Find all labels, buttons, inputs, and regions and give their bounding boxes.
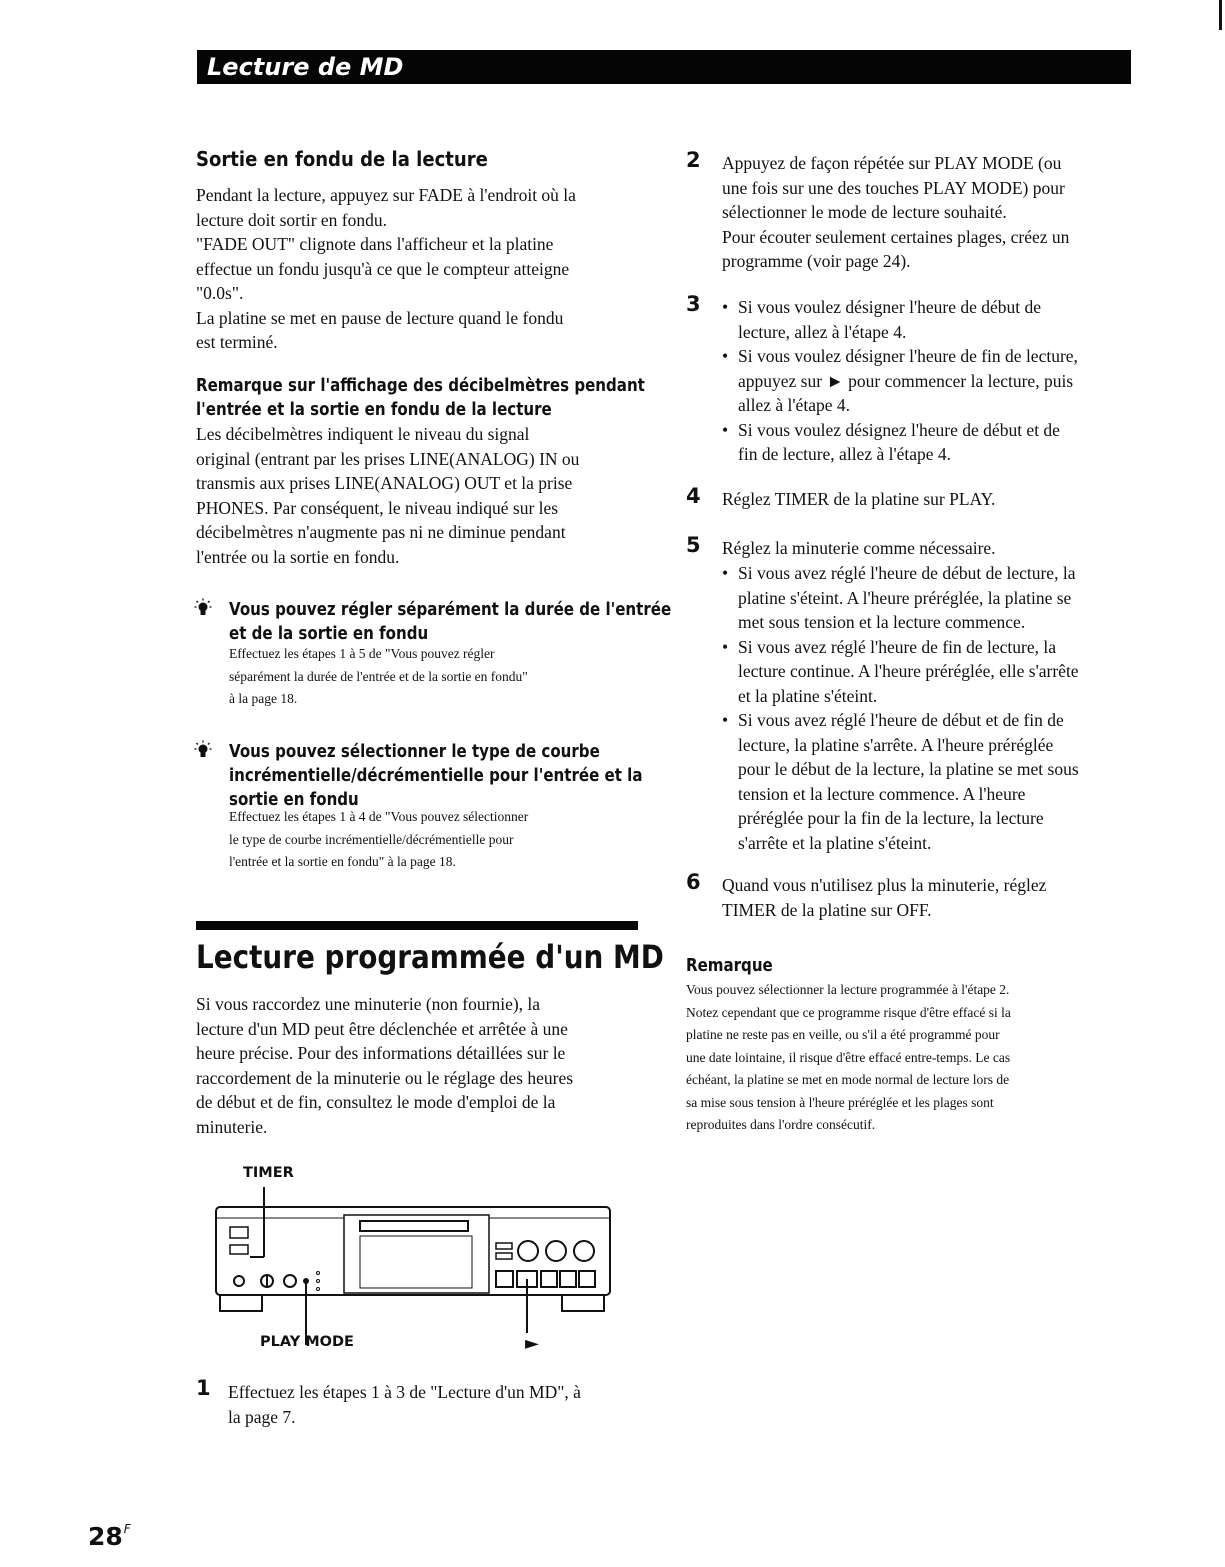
step5-list: [722, 561, 1134, 855]
text-line: "0.0s".: [196, 283, 244, 303]
tip1-heading: [229, 598, 671, 646]
step6-text: [722, 873, 1132, 922]
text-line: une date lointaine, il risque d'être effacé entre-temps. Le cas: [686, 1049, 1011, 1065]
step-number: 3: [686, 292, 701, 316]
text-line: appuyez sur ► pour commencer la lecture, puis: [738, 370, 1074, 391]
text-line: reproduites dans l'ordre consécutif.: [686, 1117, 876, 1132]
text-line: pour le début de la lecture, la platine se met sous: [738, 759, 1079, 779]
text-line: est terminé.: [196, 332, 278, 352]
step-number: 6: [686, 870, 701, 894]
text-line: s'arrête et la platine s'éteint.: [738, 832, 932, 853]
text-line: et la platine s'éteint.: [738, 685, 878, 706]
lightbulb-tip-icon: [194, 598, 212, 620]
step-number: 5: [686, 533, 701, 557]
text-line: Pendant la lecture, appuyez sur FADE à l'endroit où la: [196, 185, 576, 205]
text-line: échéant, la platine se met en mode normal de lecture lors de: [686, 1072, 1010, 1087]
heading-line: et de la sortie en fondu: [229, 624, 429, 644]
text-line: • Si vous avez réglé l'heure de fin de lecture, la: [738, 636, 1057, 657]
heading-line: l'entrée et la sortie en fondu de la lecture: [196, 400, 552, 420]
text-line: Quand vous n'utilisez plus la minuterie, réglez: [722, 875, 1047, 895]
section-title: Lecture de MD: [207, 53, 404, 81]
text-line: lecture d'un MD peut être déclenchée et arrêtée à une: [196, 1018, 568, 1039]
note-body: [686, 979, 1136, 1137]
text-line: minuterie.: [196, 1116, 268, 1137]
text-line: PHONES. Par conséquent, le niveau indiqué sur les: [196, 497, 559, 518]
text-line: original (entrant par les prises LINE(ANALOG) IN ou: [196, 448, 580, 469]
list-item: [722, 295, 1134, 344]
text-line: lecture, la platine s'arrête. A l'heure préréglée: [738, 734, 1054, 755]
play-icon: ►: [525, 1333, 539, 1354]
heading-line: Vous pouvez régler séparément la durée de l'entrée: [229, 600, 672, 620]
heading-line: Vous pouvez sélectionner le type de courbe: [229, 742, 600, 762]
timer-label: TIMER: [243, 1165, 294, 1181]
text-line: la page 7.: [228, 1406, 296, 1427]
text-line: Les décibelmètres indiquent le niveau du signal: [196, 424, 530, 444]
text-line: • Si vous voulez désigner l'heure de début de: [738, 297, 1042, 317]
text-line: séparément la durée de l'entrée et de la sortie en fondu": [229, 668, 528, 684]
step2-text: [722, 151, 1132, 274]
text-line: Vous pouvez sélectionner la lecture programmée à l'étape 2.: [686, 982, 1010, 997]
text-line: "FADE OUT" clignote dans l'afficheur et la platine: [196, 234, 554, 254]
step3-list: [722, 295, 1134, 467]
list-item: [722, 418, 1134, 467]
text-line: • Si vous voulez désigner l'heure de fin de lecture,: [738, 346, 1078, 366]
list-item: [722, 561, 1134, 635]
text-line: lecture doit sortir en fondu.: [196, 209, 387, 230]
text-line: Si vous raccordez une minuterie (non fournie), la: [196, 994, 541, 1014]
text-line: lecture, allez à l'étape 4.: [738, 321, 907, 342]
note-heading: Remarque: [686, 956, 773, 976]
heading-line: sortie en fondu: [229, 790, 359, 810]
text-line: transmis aux prises LINE(ANALOG) OUT et la prise: [196, 473, 573, 493]
step-number: 1: [196, 1376, 211, 1400]
heading-line: incrémentielle/décrémentielle pour l'entrée et la: [229, 766, 643, 786]
text-line: l'entrée ou la sortie en fondu.: [196, 546, 400, 567]
md-deck-diagram: [210, 1185, 615, 1345]
program-heading: Lecture programmée d'un MD: [196, 938, 664, 976]
section-rule: [196, 921, 638, 930]
text-line: tension et la lecture commence. A l'heure: [738, 783, 1026, 804]
text-line: le type de courbe incrémentielle/décrémentielle pour: [229, 831, 514, 847]
step1-text: [228, 1380, 648, 1429]
tip1-body: [229, 643, 649, 711]
fade-heading: Sortie en fondu de la lecture: [196, 147, 488, 171]
text-line: platine ne reste pas en veille, ou s'il a été programmé pour: [686, 1027, 1000, 1042]
text-line: effectue un fondu jusqu'à ce que le compteur atteigne: [196, 258, 570, 279]
text-line: raccordement de la minuterie ou le réglage des heures: [196, 1067, 574, 1088]
text-line: • Si vous avez réglé l'heure de début de lecture, la: [738, 563, 1076, 583]
remark-heading: [196, 374, 645, 422]
page-number: [88, 1522, 131, 1551]
step-number: 4: [686, 484, 701, 508]
text-line: • Si vous voulez désignez l'heure de début et de: [738, 419, 1060, 440]
text-line: décibelmètres n'augmente pas ni ne diminue pendant: [196, 522, 566, 542]
lightbulb-tip-icon: [194, 740, 212, 762]
list-item: [722, 708, 1134, 855]
step5-lead: Réglez la minuterie comme nécessaire.: [722, 538, 996, 558]
list-item: [722, 635, 1134, 709]
text-line: TIMER de la platine sur OFF.: [722, 899, 932, 920]
text-line: Effectuez les étapes 1 à 5 de "Vous pouvez régler: [229, 646, 495, 661]
heading-line: Remarque sur l'affichage des décibelmètres pendant: [196, 376, 645, 396]
text-line: préréglée pour la fin de la lecture, la lecture: [738, 808, 1044, 828]
text-line: sélectionner le mode de lecture souhaité.: [722, 202, 1007, 222]
text-line: à la page 18.: [229, 691, 298, 706]
page-number-value: 28: [88, 1522, 123, 1551]
text-line: platine s'éteint. A l'heure préréglée, la platine se: [738, 587, 1072, 608]
text-line: une fois sur une des touches PLAY MODE) pour: [722, 177, 1065, 198]
tip2-heading: [229, 740, 642, 812]
text-line: La platine se met en pause de lecture quand le fondu: [196, 307, 564, 328]
text-line: lecture continue. A l'heure préréglée, elle s'arrête: [738, 661, 1079, 681]
text-line: • Si vous avez réglé l'heure de début et de fin de: [738, 710, 1064, 730]
text-line: heure précise. Pour des informations détaillées sur le: [196, 1043, 566, 1063]
text-line: fin de lecture, allez à l'étape 4.: [738, 444, 952, 464]
page-edge-mark: [1219, 0, 1222, 30]
section-header-band: [197, 50, 1131, 84]
text-line: Pour écouter seulement certaines plages, créez un: [722, 226, 1070, 247]
text-line: Appuyez de façon répétée sur PLAY MODE (ou: [722, 153, 1062, 173]
text-line: Effectuez les étapes 1 à 3 de "Lecture d'un MD", à: [228, 1382, 581, 1402]
page-number-suffix: F: [123, 1522, 131, 1536]
play-mode-label: PLAY MODE: [260, 1334, 354, 1350]
text-line: de début et de fin, consultez le mode d'emploi de la: [196, 1092, 556, 1112]
text-line: met sous tension et la lecture commence.: [738, 612, 1026, 632]
list-item: [722, 344, 1134, 418]
text-line: l'entrée et la sortie en fondu" à la page 18.: [229, 854, 456, 869]
text-line: Effectuez les étapes 1 à 4 de "Vous pouvez sélectionner: [229, 809, 529, 824]
tip2-body: [229, 806, 649, 874]
step-number: 2: [686, 148, 701, 172]
remark-body: [196, 422, 646, 569]
text-line: programme (voir page 24).: [722, 251, 911, 271]
step4-text: Réglez TIMER de la platine sur PLAY.: [722, 489, 996, 509]
text-line: Notez cependant que ce programme risque d'être effacé si la: [686, 1004, 1011, 1020]
text-line: allez à l'étape 4.: [738, 395, 850, 415]
fade-body: [196, 183, 646, 355]
program-body: [196, 992, 646, 1139]
text-line: sa mise sous tension à l'heure préréglée et les plages sont: [686, 1094, 994, 1110]
